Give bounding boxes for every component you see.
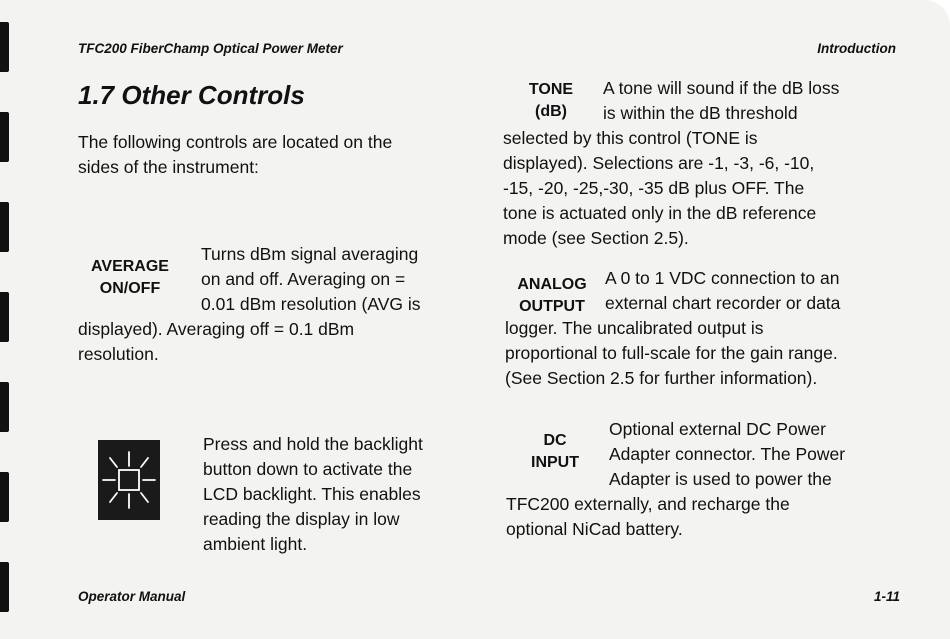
text-line: Turns dBm signal averaging — [201, 244, 419, 264]
binder-hole — [0, 22, 9, 72]
section-title: 1.7 Other Controls — [78, 80, 305, 110]
label-line: (dB) — [535, 103, 567, 120]
text-line: proportional to full-scale for the gain range. — [505, 343, 838, 363]
dc-input-description — [609, 417, 845, 492]
text-line: A tone will sound if the dB loss — [603, 78, 840, 98]
dc-input-description-cont — [506, 492, 790, 542]
text-line: Press and hold the backlight — [203, 434, 423, 454]
text-line: on and off. Averaging on = — [201, 269, 406, 289]
text-line: selected by this control (TONE is — [503, 128, 758, 148]
label-line: DC — [543, 432, 567, 449]
tone-db-label — [520, 79, 582, 123]
text-line: mode (see Section 2.5). — [503, 228, 689, 248]
binder-hole — [0, 292, 9, 342]
text-line: resolution. — [78, 344, 159, 364]
text-line: -15, -20, -25,-30, -35 dB plus OFF. The — [503, 178, 805, 198]
average-description-cont — [78, 317, 354, 367]
label-line: ON/OFF — [99, 280, 161, 297]
label-line: TONE — [528, 81, 574, 98]
text-line: button down to activate the — [203, 459, 413, 479]
text-line: Optional external DC Power — [609, 419, 826, 439]
page-number: 1-11 — [873, 589, 900, 604]
average-onoff-label — [82, 256, 178, 300]
binder-hole — [0, 562, 9, 612]
text-line: (See Section 2.5 for further information). — [505, 368, 818, 388]
text-line: optional NiCad battery. — [506, 519, 683, 539]
text-line: displayed). Selections are -1, -3, -6, -10, — [503, 153, 815, 173]
text-line: external chart recorder or data — [605, 293, 841, 313]
text-line: A 0 to 1 VDC connection to an — [605, 268, 840, 288]
text-line: Adapter is used to power the — [609, 469, 832, 489]
text-line: sides of the instrument: — [78, 157, 259, 177]
text-line: TFC200 externally, and recharge the — [506, 494, 790, 514]
tone-description — [603, 76, 839, 126]
average-description — [201, 242, 421, 317]
text-line: ambient light. — [203, 534, 308, 554]
text-line: tone is actuated only in the dB reference — [503, 203, 817, 223]
analog-description-cont — [505, 316, 838, 391]
text-line: is within the dB threshold — [603, 103, 798, 123]
binder-hole — [0, 472, 9, 522]
binder-hole — [0, 202, 9, 252]
running-header-right: Introduction — [817, 41, 896, 56]
running-footer-left: Operator Manual — [78, 589, 186, 604]
analog-description — [605, 266, 840, 316]
label-line: AVERAGE — [91, 258, 169, 275]
tone-description-cont — [503, 126, 816, 251]
analog-output-label — [506, 274, 598, 318]
label-line: INPUT — [531, 454, 579, 471]
text-line: LCD backlight. This enables — [203, 484, 421, 504]
dc-input-label — [520, 430, 590, 474]
running-header-left: TFC200 FiberChamp Optical Power Meter — [78, 41, 343, 56]
backlight-sun-icon — [98, 440, 160, 520]
binder-hole — [0, 382, 9, 432]
text-line: logger. The uncalibrated output is — [505, 318, 764, 338]
text-line: reading the display in low — [203, 509, 400, 529]
label-line: ANALOG — [517, 276, 587, 293]
binder-hole — [0, 112, 9, 162]
text-line: displayed). Averaging off = 0.1 dBm — [78, 319, 355, 339]
backlight-description — [203, 432, 423, 557]
label-line: OUTPUT — [519, 298, 585, 315]
text-line: The following controls are located on the — [78, 132, 393, 152]
text-line: Adapter connector. The Power — [609, 444, 846, 464]
intro-paragraph — [78, 130, 392, 180]
text-line: 0.01 dBm resolution (AVG is — [201, 294, 421, 314]
